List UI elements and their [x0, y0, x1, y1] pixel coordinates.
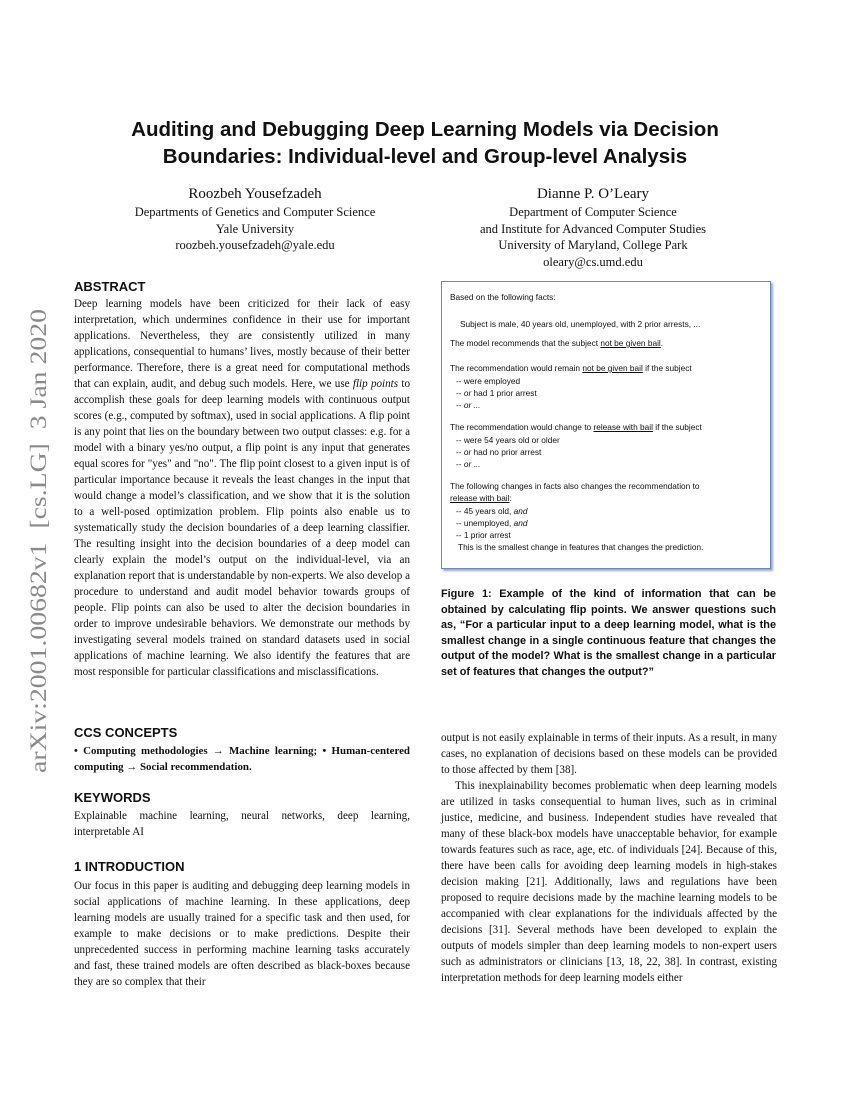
figure-line: This is the smallest change in features that changes the prediction.	[458, 542, 704, 552]
body-paragraph: output is not easily explainable in terms of their inputs. As a result, in many cases, no explanation of decisions based on these models can be provided to those affected by them [38].	[441, 732, 777, 776]
figure-line: Based on the following facts:	[450, 292, 556, 302]
abstract-emphasis: flip points	[352, 378, 399, 390]
figure-text: The recommendation would change to	[450, 422, 594, 432]
author-email: oleary@cs.umd.edu	[543, 254, 643, 269]
figure-line: -- were 54 years old or older	[456, 435, 560, 445]
figure-text: --	[456, 400, 464, 410]
figure-text: if the subject	[652, 422, 702, 432]
figure-underlined-text: not be given bail	[600, 338, 661, 348]
figure-line	[456, 517, 528, 529]
figure-line	[450, 492, 512, 504]
figure-text: The recommendation would remain	[450, 363, 583, 373]
keywords-text: Explainable machine learning, neural networks, deep learning, interpretable AI	[74, 810, 410, 838]
figure-underlined-text: release with bail	[593, 422, 653, 432]
abstract-text-part: Deep learning models have been criticized for their lack of easy interpretation, which undermines confidence in their use for important applications. Nevertheless, they are consistently utilized in many applications, consequential to humans’ lives, mostly because of their better performance. Therefore, there is a great need for computational methods that can explain, audit, and debug such models. Here, we use	[74, 298, 410, 390]
figure-text: .	[660, 338, 664, 348]
figure-underlined-text: not be given bail	[582, 363, 643, 373]
figure-line	[450, 421, 702, 433]
figure-line	[456, 387, 537, 399]
author-affiliation: Department of Computer Science	[509, 205, 677, 219]
figure-text: if the subject	[642, 363, 692, 373]
abstract-text-part: to accomplish these goals for deep learning models with continuous output scores (e.g., computed by softmax), used in social applications. A flip point is any point that lies on the boundary between two output classes: e.g. for a model with a binary yes/no output, a flip point is any input that generates equal scores for "yes" and "no". The flip point closest to a given input is of particular importance because it reveals the least changes in the input that would change a model’s classification, and we show that it is the solution to a well-posed optimization problem. Flip points also enable us to systematically study the decision boundaries of a deep learning classifier. The resulting insight into the decision boundaries of a deep model can clearly explain the model’s output on the individual-level, via an explanation report that is understandable by non-experts. We also develop a procedure to understand and audit model behavior towards groups of people. Flip points can also be used to alter the decision boundaries in order to improve undesirable behaviors. We demonstrate our methods by investigating several models trained on standard datasets used in social applications of machine learning. We also identify the features that are most responsible for particular classifications and misclassifications.	[74, 378, 410, 678]
figure-line	[450, 362, 692, 374]
figure-line	[450, 337, 663, 349]
figure-text: --	[456, 459, 464, 469]
author-email: roozbeh.yousefzadeh@yale.edu	[175, 238, 335, 252]
figure-line: -- 1 prior arrest	[456, 530, 511, 540]
figure-line	[456, 399, 480, 411]
figure-italic-text: or	[463, 447, 472, 457]
figure-text: had 1 prior arrest	[471, 388, 537, 398]
figure-text: --	[456, 447, 464, 457]
figure-1-caption: Figure 1: Example of the kind of information that can be obtained by calculating flip points. We answer questions such as, “For a particular input to a deep learning model, what is the smallest change in a single continuous feature that changes the output of the model? What is the smallest change in a particular set of features that changes the output?”	[441, 588, 776, 678]
author-name: Dianne P. O’Leary	[536, 186, 650, 202]
figure-text: had no prior arrest	[471, 447, 542, 457]
figure-underlined-text: release with bail	[450, 493, 510, 503]
figure-text: --	[456, 388, 464, 398]
author-affiliation: Departments of Genetics and Computer Science	[134, 205, 376, 219]
figure-line	[456, 446, 541, 458]
ccs-heading: CCS CONCEPTS	[74, 725, 178, 740]
figure-italic-text: and	[513, 518, 528, 528]
author-affiliation: and Institute for Advanced Computer Studies	[479, 221, 706, 236]
author-block-1	[90, 184, 420, 254]
figure-text: :	[509, 493, 512, 503]
figure-text: -- 45 years old,	[456, 506, 514, 516]
paper-title: Auditing and Debugging Deep Learning Models via Decision Boundaries: Individual-level and Group-level Analysis	[131, 118, 719, 168]
figure-text: The model recommends that the subject	[450, 338, 601, 348]
figure-italic-text: or ...	[463, 459, 481, 469]
figure-line: -- were employed	[456, 376, 521, 386]
arxiv-identifier-text: arXiv:2001.00682v1 [cs.LG] 3 Jan 2020	[26, 388, 51, 773]
ccs-text: • Computing methodologies → Machine learning; • Human-centered computing → Social recommendation.	[74, 745, 410, 773]
figure-italic-text: or	[463, 388, 472, 398]
figure-text: -- unemployed,	[456, 518, 514, 528]
body-paragraph: This inexplainability becomes problematic when deep learning models are utilized in tasks consequential to human lives, such as in criminal justice, medicine, and business. Independent studies have revealed that many of these black-box models have unacceptable behavior, for example towards features such as race, age, etc. of individuals [24]. Because of this, there have been calls for avoiding deep learning models in high-stakes decision making [21]. Additionally, laws and regulations have been proposed to require decisions made by the machine learning models to be accompanied with clear explanations for the individuals affected by the decisions [31]. Several methods have been developed to explain the outputs of models simpler than deep learning models to non-expert users such as administrators or clinicians [13, 18, 22, 38]. In contrast, existing interpretation methods for deep learning models either	[441, 780, 777, 984]
figure-line	[456, 458, 480, 470]
figure-italic-text: or ...	[463, 400, 481, 410]
introduction-text: Our focus in this paper is auditing and debugging deep learning models in social applications of machine learning. In these applications, deep learning models are usually trained for a specific task and then used, for example to make decisions or to make predictions. Despite their unprecedented success in performing machine learning tasks accurately and fast, these trained models are often described as black-boxes because they are so complex that their	[74, 880, 410, 988]
figure-line: The following changes in facts also changes the recommendation to	[450, 481, 700, 491]
figure-line: Subject is male, 40 years old, unemployed, with 2 prior arrests, ...	[460, 319, 701, 329]
abstract-text	[74, 296, 410, 680]
author-block-2	[428, 184, 758, 270]
arxiv-identifier	[16, 305, 56, 775]
author-affiliation: Yale University	[215, 221, 295, 236]
author-name: Roozbeh Yousefzadeh	[188, 186, 322, 202]
figure-italic-text: and	[513, 506, 528, 516]
abstract-heading: ABSTRACT	[74, 279, 146, 294]
introduction-heading: 1 INTRODUCTION	[74, 859, 185, 874]
figure-line	[456, 505, 528, 517]
figure-1-box	[441, 281, 771, 569]
author-affiliation: University of Maryland, College Park	[498, 238, 688, 252]
keywords-heading: KEYWORDS	[74, 790, 151, 805]
